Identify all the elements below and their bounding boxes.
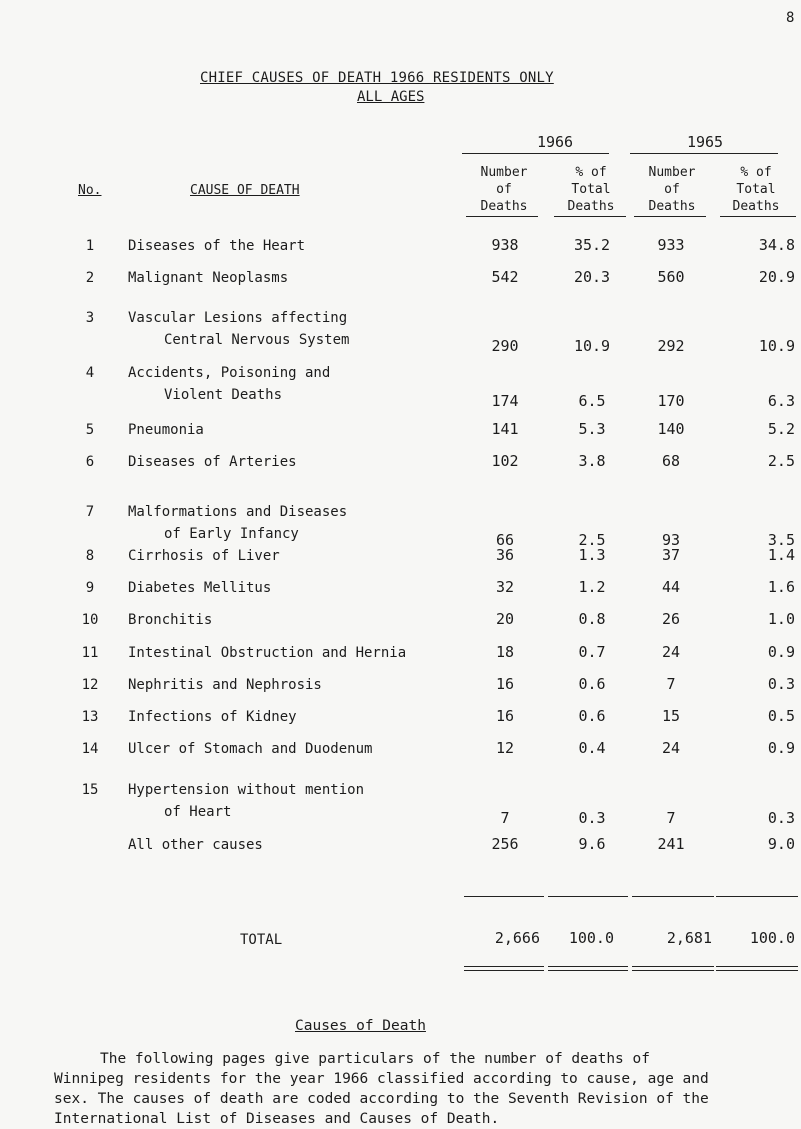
deaths-1966: 16 bbox=[495, 675, 515, 693]
row-number: 4 bbox=[85, 365, 95, 381]
deaths-1966: 7 bbox=[500, 809, 510, 827]
page-number: 8 bbox=[786, 10, 795, 26]
row-number: 7 bbox=[85, 504, 95, 520]
header-1965-percent: % of Total Deaths bbox=[732, 165, 780, 214]
row-number: 10 bbox=[81, 612, 99, 628]
percent-1966: 3.8 bbox=[578, 452, 606, 470]
cause-name: Bronchitis bbox=[128, 612, 213, 628]
year-1965-heading: 1965 bbox=[686, 133, 724, 151]
deaths-1965: 7 bbox=[666, 809, 676, 827]
year-1965-rule bbox=[630, 153, 778, 154]
double-rule bbox=[632, 970, 714, 971]
deaths-1965: 140 bbox=[657, 420, 685, 438]
cause-name: Nephritis and Nephrosis bbox=[128, 677, 322, 693]
deaths-1965: 93 bbox=[661, 531, 681, 549]
percent-1965: 10.9 bbox=[758, 337, 795, 355]
header-rule bbox=[554, 216, 626, 217]
percent-1965: 0.9 bbox=[767, 643, 795, 661]
double-rule bbox=[548, 970, 628, 971]
percent-1966: 6.5 bbox=[578, 392, 606, 410]
cause-name: Cirrhosis of Liver bbox=[128, 548, 280, 564]
percent-1966: 1.3 bbox=[578, 546, 606, 564]
double-rule bbox=[548, 966, 628, 967]
percent-1966: 2.5 bbox=[578, 531, 606, 549]
percent-1965: 2.5 bbox=[767, 452, 795, 470]
year-1966-heading: 1966 bbox=[536, 133, 574, 151]
deaths-1965: 292 bbox=[657, 337, 685, 355]
percent-1965: 6.3 bbox=[767, 392, 795, 410]
page-title: CHIEF CAUSES OF DEATH 1966 RESIDENTS ONLY bbox=[200, 70, 554, 86]
percent-1966: 0.7 bbox=[578, 643, 606, 661]
deaths-1966: 20 bbox=[495, 610, 515, 628]
total-label: TOTAL bbox=[240, 932, 283, 948]
percent-1965: 1.0 bbox=[767, 610, 795, 628]
cause-name: Hypertension without mention bbox=[128, 782, 365, 798]
double-rule bbox=[464, 970, 544, 971]
deaths-1966: 141 bbox=[491, 420, 519, 438]
sum-rule bbox=[464, 896, 544, 897]
row-number: 5 bbox=[85, 422, 95, 438]
header-cause: CAUSE OF DEATH bbox=[190, 183, 300, 198]
row-number: 2 bbox=[85, 270, 95, 286]
total-1966-percent: 100.0 bbox=[568, 929, 614, 947]
cause-name: Infections of Kidney bbox=[128, 709, 297, 725]
deaths-1966: 174 bbox=[491, 392, 519, 410]
header-no: No. bbox=[78, 183, 102, 198]
cause-name: Vascular Lesions affecting bbox=[128, 310, 348, 326]
percent-1966: 0.6 bbox=[578, 675, 606, 693]
row-number: 8 bbox=[85, 548, 95, 564]
percent-1966: 1.2 bbox=[578, 578, 606, 596]
row-number: 3 bbox=[85, 310, 95, 326]
percent-1965: 0.3 bbox=[767, 809, 795, 827]
cause-name: Diseases of the Heart bbox=[128, 238, 306, 254]
row-number: 12 bbox=[81, 677, 99, 693]
deaths-1965: 44 bbox=[661, 578, 681, 596]
total-1965-number: 2,681 bbox=[666, 929, 712, 947]
percent-1965: 3.5 bbox=[767, 531, 795, 549]
row-number: 15 bbox=[81, 782, 99, 798]
total-1965-percent: 100.0 bbox=[749, 929, 795, 947]
deaths-1965: 241 bbox=[657, 835, 685, 853]
double-rule bbox=[632, 966, 714, 967]
percent-1966: 0.6 bbox=[578, 707, 606, 725]
percent-1965: 9.0 bbox=[767, 835, 795, 853]
total-1966-number: 2,666 bbox=[494, 929, 540, 947]
row-number: 14 bbox=[81, 741, 99, 757]
row-number: 11 bbox=[81, 645, 99, 661]
double-rule bbox=[716, 966, 798, 967]
percent-1965: 0.9 bbox=[767, 739, 795, 757]
cause-name: Ulcer of Stomach and Duodenum bbox=[128, 741, 373, 757]
row-number: 1 bbox=[85, 238, 95, 254]
paragraph-line: The following pages give particulars of the number of deaths of bbox=[100, 1051, 650, 1067]
cause-name-continued: of Early Infancy bbox=[164, 526, 299, 542]
deaths-1965: 68 bbox=[661, 452, 681, 470]
paragraph-line: International List of Diseases and Causes of Death. bbox=[54, 1111, 500, 1127]
percent-1965: 0.3 bbox=[767, 675, 795, 693]
explanatory-paragraph bbox=[54, 1049, 709, 1129]
paragraph-line: Winnipeg residents for the year 1966 classified according to cause, age and bbox=[54, 1071, 709, 1087]
cause-name: Diseases of Arteries bbox=[128, 454, 297, 470]
header-1966-percent: % of Total Deaths bbox=[567, 165, 615, 214]
deaths-1965: 7 bbox=[666, 675, 676, 693]
deaths-1965: 26 bbox=[661, 610, 681, 628]
header-rule bbox=[720, 216, 796, 217]
deaths-1966: 18 bbox=[495, 643, 515, 661]
percent-1966: 10.9 bbox=[573, 337, 611, 355]
deaths-1966: 102 bbox=[491, 452, 519, 470]
paragraph-line: sex. The causes of death are coded according to the Seventh Revision of the bbox=[54, 1091, 709, 1107]
cause-name: Intestinal Obstruction and Hernia bbox=[128, 645, 407, 661]
cause-name-continued: of Heart bbox=[164, 804, 232, 820]
row-number: 9 bbox=[85, 580, 95, 596]
cause-name: Accidents, Poisoning and bbox=[128, 365, 331, 381]
row-number: 13 bbox=[81, 709, 99, 725]
deaths-1966: 12 bbox=[495, 739, 515, 757]
cause-name-continued: Central Nervous System bbox=[164, 332, 350, 348]
deaths-1965: 24 bbox=[661, 739, 681, 757]
percent-1965: 34.8 bbox=[758, 236, 795, 254]
percent-1966: 35.2 bbox=[573, 236, 611, 254]
deaths-1966: 290 bbox=[491, 337, 519, 355]
deaths-1965: 170 bbox=[657, 392, 685, 410]
deaths-1966: 66 bbox=[495, 531, 515, 549]
causes-heading: Causes of Death bbox=[295, 1018, 426, 1034]
year-1966-rule bbox=[462, 153, 609, 154]
deaths-1966: 32 bbox=[495, 578, 515, 596]
cause-name: Diabetes Mellitus bbox=[128, 580, 272, 596]
percent-1966: 0.4 bbox=[578, 739, 606, 757]
deaths-1966: 36 bbox=[495, 546, 515, 564]
header-rule bbox=[634, 216, 706, 217]
cause-name-continued: Violent Deaths bbox=[164, 387, 283, 403]
page-subtitle: ALL AGES bbox=[357, 89, 425, 105]
deaths-1966: 938 bbox=[491, 236, 519, 254]
percent-1966: 20.3 bbox=[573, 268, 611, 286]
percent-1966: 0.8 bbox=[578, 610, 606, 628]
percent-1965: 0.5 bbox=[767, 707, 795, 725]
percent-1965: 5.2 bbox=[767, 420, 795, 438]
percent-1965: 1.4 bbox=[767, 546, 795, 564]
double-rule bbox=[464, 966, 544, 967]
sum-rule bbox=[716, 896, 798, 897]
percent-1965: 20.9 bbox=[758, 268, 795, 286]
sum-rule bbox=[632, 896, 714, 897]
deaths-1965: 560 bbox=[657, 268, 685, 286]
cause-name: Pneumonia bbox=[128, 422, 204, 438]
percent-1966: 5.3 bbox=[578, 420, 606, 438]
header-1966-number: Number of Deaths bbox=[480, 165, 528, 214]
percent-1966: 0.3 bbox=[578, 809, 606, 827]
deaths-1965: 15 bbox=[661, 707, 681, 725]
deaths-1965: 933 bbox=[657, 236, 685, 254]
cause-name: All other causes bbox=[128, 837, 263, 853]
deaths-1966: 542 bbox=[491, 268, 519, 286]
cause-name: Malignant Neoplasms bbox=[128, 270, 289, 286]
header-rule bbox=[466, 216, 538, 217]
percent-1966: 9.6 bbox=[578, 835, 606, 853]
deaths-1966: 16 bbox=[495, 707, 515, 725]
header-1965-number: Number of Deaths bbox=[648, 165, 696, 214]
deaths-1966: 256 bbox=[491, 835, 519, 853]
percent-1965: 1.6 bbox=[767, 578, 795, 596]
row-number: 6 bbox=[85, 454, 95, 470]
double-rule bbox=[716, 970, 798, 971]
deaths-1965: 24 bbox=[661, 643, 681, 661]
sum-rule bbox=[548, 896, 628, 897]
cause-name: Malformations and Diseases bbox=[128, 504, 348, 520]
deaths-1965: 37 bbox=[661, 546, 681, 564]
